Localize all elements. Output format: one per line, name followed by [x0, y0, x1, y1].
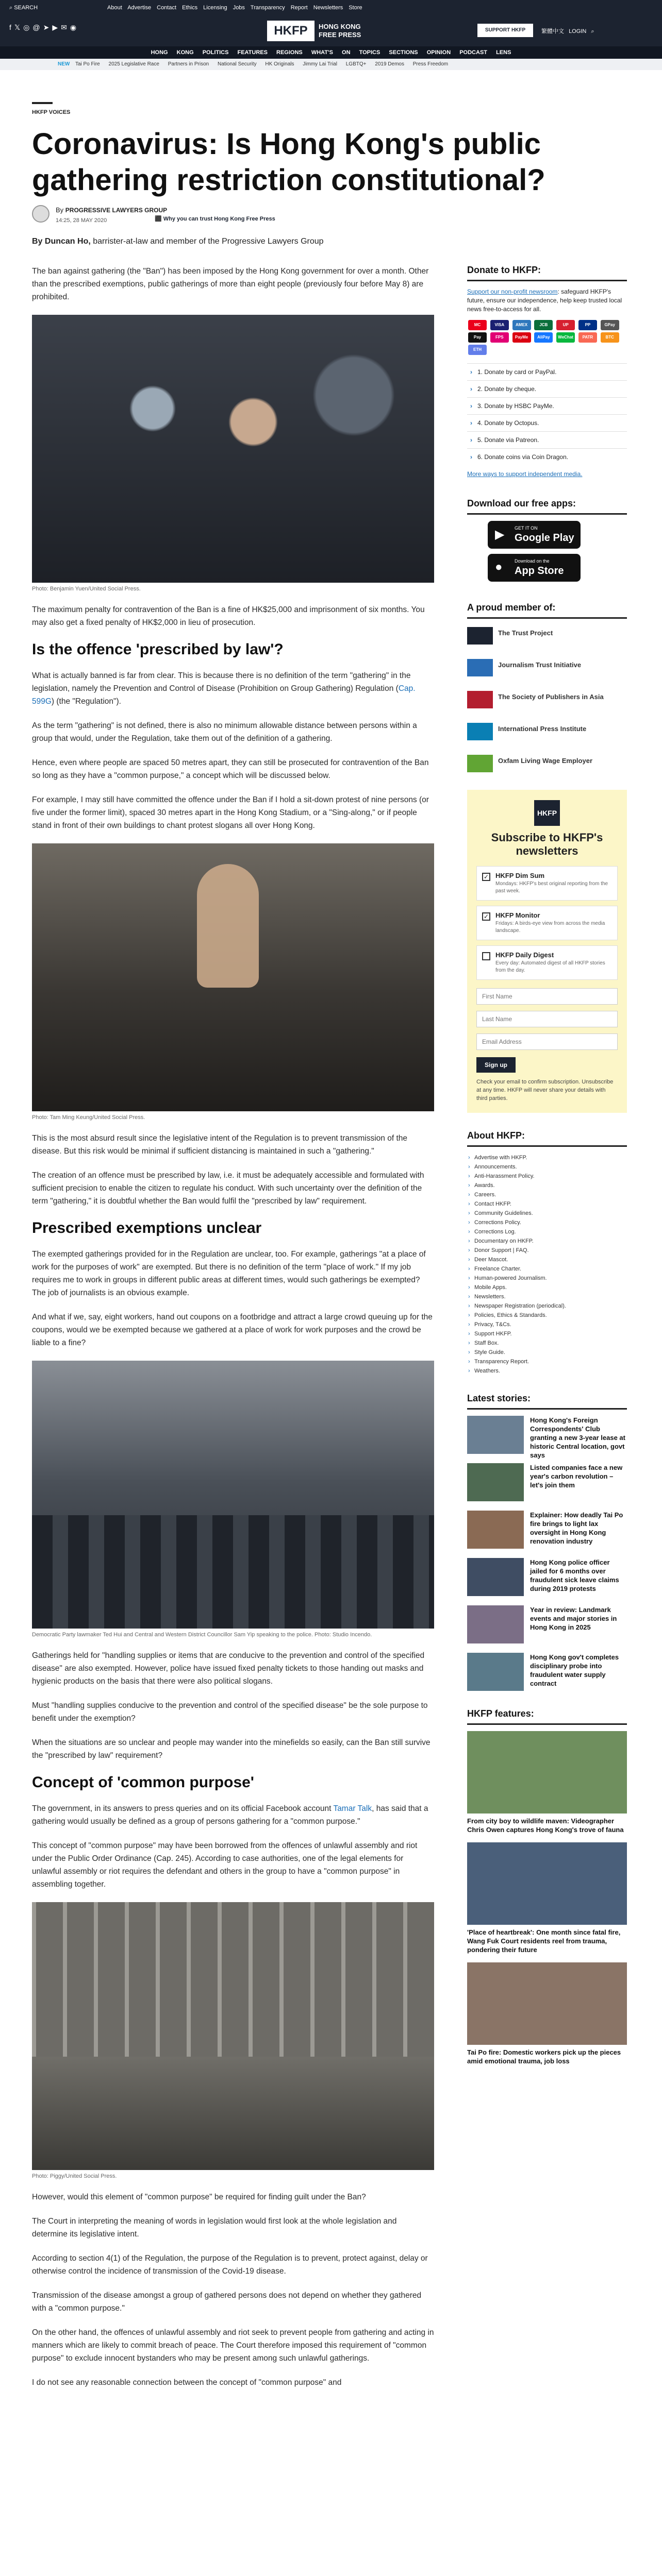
paragraph: According to section 4(1) of the Regulation, the purpose of the Regulation is to prevent, protect against, delay or otherwise control the incidence of transmission of the Covid-19 disease. [32, 2254, 428, 2276]
paragraph: Hence, even where people are spaced 50 metres apart, they can still be prosecuted for contravention of the Ban so long as they have a "common purpose," a concept which will be discussed below. [32, 758, 429, 780]
donate-option[interactable]: › 3. Donate by HSBC PayMe. [467, 397, 627, 414]
text: The government, in its answers to press queries and on its official Facebook account [32, 1804, 334, 1813]
member-name: Journalism Trust Initiative [498, 661, 582, 669]
donate-option[interactable]: › 6. Donate coins via Coin Dragon. [467, 448, 627, 465]
paragraph: The creation of an offence must be prescribed by law, i.e. it must be adequately accessible and formulated with sufficient precision to enable the citizen to regulate his conduct. With such uncertainty over the definition of the term "gathering," it is doubtful whether the Ban would fulfil the "prescribed by law" requirement. [32, 1171, 424, 1206]
member-logo[interactable] [467, 753, 627, 774]
publish-date: 14:25, 28 MAY 2020 [56, 217, 107, 224]
nav-item[interactable]: REGIONS [276, 49, 303, 56]
about-link[interactable]: › Human-powered Journalism. [467, 1274, 627, 1283]
story-thumbnail [467, 1416, 524, 1454]
section-heading: Is the offence 'prescribed by law'? [32, 641, 284, 658]
article-body [32, 265, 434, 2400]
util-link[interactable]: Ethics [182, 5, 198, 11]
language-link[interactable]: 繁體中文 [541, 28, 564, 35]
donate-option[interactable]: › 2. Donate by cheque. [467, 380, 627, 397]
member-logo[interactable] [467, 689, 627, 710]
latest-heading: Latest stories: [467, 1393, 627, 1410]
about-link[interactable]: › Advertise with HKFP. [467, 1153, 627, 1162]
card-icon: FPS [490, 332, 509, 343]
story-thumbnail [467, 1463, 524, 1501]
ipi-icon [467, 723, 493, 740]
hkfp-badge: HKFP [534, 800, 560, 826]
trending-item[interactable]: Press Freedom [412, 61, 449, 67]
about-link[interactable]: › Freelance Charter. [467, 1264, 627, 1274]
trending-item[interactable]: HK Originals [265, 61, 294, 67]
donate-option[interactable]: › 5. Donate via Patreon. [467, 431, 627, 448]
newsletter-checkbox[interactable]: ✓ [482, 873, 490, 881]
latest-story[interactable] [467, 1463, 627, 1503]
card-icon: GPay [601, 320, 619, 330]
photo-press-crowd [32, 1515, 434, 1629]
author-note [32, 237, 434, 246]
nav-item[interactable]: POLITICS [202, 49, 229, 56]
apps-heading: Download our free apps: [467, 498, 627, 515]
paragraph: I do not see any reasonable connection between the concept of "common purpose" and [32, 2378, 342, 2387]
feature-story[interactable] [467, 1731, 627, 1834]
card-icon: BTC [601, 332, 619, 343]
about-link[interactable]: › Transparency Report. [467, 1357, 627, 1366]
util-link[interactable]: Report [290, 5, 308, 11]
util-link[interactable]: Advertise [127, 5, 152, 11]
feature-title: From city boy to wildlife maven: Videographer Chris Owen captures Hong Kong's trove of fauna [467, 1817, 624, 1834]
logo-line-1: HONG KONG [319, 23, 361, 30]
member-logo[interactable] [467, 721, 627, 742]
about-link[interactable]: › Careers. [467, 1190, 627, 1199]
feature-title: Tai Po fire: Domestic workers pick up the pieces amid emotional trauma, job loss [467, 2048, 621, 2065]
logo-mark: HKFP [267, 21, 315, 41]
newsletter-name: HKFP Monitor [495, 911, 540, 919]
paragraph: This concept of "common purpose" may have been borrowed from the offences of unlawful assembly and riot under the Public Order Ordinance (Cap. 245). According to case authorities, one of the legal elements for unlawful assembly or riot requires the defendant and others in the group to have a "common purpose" in assembling together. [32, 1841, 418, 1889]
donate-intro [467, 287, 627, 314]
newsletter-checkbox[interactable] [482, 952, 490, 960]
card-icon: AMEX [512, 320, 531, 330]
trust-label: Why you can trust Hong Kong Free Press [163, 216, 275, 222]
main-nav [0, 46, 662, 59]
latest-story[interactable] [467, 1416, 627, 1459]
about-link[interactable]: › Policies, Ethics & Standards. [467, 1311, 627, 1320]
util-link[interactable]: About [107, 5, 122, 11]
logo-text [319, 23, 361, 39]
search-button[interactable]: ⌕ SEARCH [9, 5, 38, 11]
card-icon: AliPay [534, 332, 553, 343]
member-name: Oxfam Living Wage Employer [498, 757, 593, 765]
telegram-icon[interactable]: ➤ [43, 23, 53, 31]
about-link[interactable]: › Style Guide. [467, 1348, 627, 1357]
kicker-rule [32, 102, 53, 104]
util-link[interactable]: Jobs [233, 5, 245, 11]
about-link[interactable]: › Donor Support | FAQ. [467, 1246, 627, 1255]
about-link[interactable]: › Awards. [467, 1181, 627, 1190]
newsletter-signup [467, 790, 627, 1113]
story-title: Hong Kong police officer jailed for 6 months over fraudulent sick leave claims during 2019 protests [530, 1558, 619, 1592]
nav-item[interactable]: TOPICS [359, 49, 380, 56]
paragraph: The Court in interpreting the meaning of words in legislation would first look at the whole legislation and determine its legislative intent. [32, 2217, 397, 2239]
newsletter-checkbox[interactable]: ✓ [482, 912, 490, 921]
gp-big: Google Play [515, 532, 574, 544]
trending-item[interactable]: Jimmy Lai Trial [303, 61, 337, 67]
google-play-button[interactable] [488, 521, 581, 549]
inline-link[interactable]: Cap. 599G [32, 684, 416, 706]
story-title: Hong Kong's Foreign Correspondents' Club granting a new 3-year lease at historic Central location, govt says [530, 1416, 625, 1459]
photo-caption: Photo: Benjamin Yuen/United Social Press. [32, 586, 141, 592]
trending-item[interactable]: National Security [217, 61, 257, 67]
paragraph: On the other hand, the offences of unlawful assembly and riot seek to prevent people from gathering and acting in manners which are likely to commit breach of peace. The Court therefore imposed this requirement of "common purpose" to exclude innocent bystanders who may be present among such unlawful gatherings. [32, 2328, 434, 2363]
threads-icon[interactable]: @ [32, 23, 43, 31]
about-link[interactable]: › Corrections Policy. [467, 1218, 627, 1227]
newsletter-desc: Every day: Automated digest of all HKFP stories from the day. [495, 960, 605, 973]
x-icon[interactable]: 𝕏 [14, 23, 24, 31]
last-name-input[interactable] [476, 1011, 618, 1027]
donate-intro-link[interactable]: Support our non-profit newsroom [467, 288, 558, 295]
email-input[interactable] [476, 1033, 618, 1050]
text: ) (the "Regulation"). [51, 697, 121, 706]
app-store-button[interactable] [488, 554, 581, 582]
photo-riot-police [32, 315, 434, 583]
member-logo[interactable] [467, 625, 627, 647]
gp-small: GET IT ON [515, 526, 538, 531]
about-link[interactable]: › Privacy, T&Cs. [467, 1320, 627, 1329]
util-link[interactable]: Contact [157, 5, 177, 11]
newsletter-desc: Fridays: A birds-eye view from across the media landscape. [495, 921, 605, 934]
donate-intro-text: : safeguard HKFP's future, ensure our independence, help keep trusted local news free-to-access for all. [467, 288, 622, 313]
support-button[interactable]: SUPPORT HKFP [477, 24, 533, 37]
paragraph: The exempted gatherings provided for in the Regulation are unclear, too. For example, gatherings "at a place of work for the purposes of work" are exempted. But there is no definition of the term "place of work." If my job requires me to work in groups in different public areas at different times, would such gatherings be exempted? The job of journalists is an obvious example. [32, 1250, 426, 1297]
trending-label: NEW [58, 61, 70, 67]
paragraph: When the situations are so unclear and people may wander into the minefields so easily, can the Ban still survive the "prescribed by law" requirement? [32, 1738, 431, 1760]
about-link[interactable]: › Anti-Harassment Policy. [467, 1172, 627, 1181]
feature-image [467, 1842, 627, 1925]
article-photo[interactable] [32, 843, 434, 1111]
member-name: The Trust Project [498, 629, 553, 637]
signup-button[interactable]: Sign up [476, 1057, 516, 1073]
nav-item[interactable]: PODCAST [459, 49, 487, 56]
about-link[interactable]: › Support HKFP. [467, 1329, 627, 1338]
donate-options [467, 363, 627, 465]
trending-item[interactable]: 2019 Demos [375, 61, 404, 67]
paragraph: Gatherings held for "handling supplies or items that are conducive to the prevention and control of the specified disease" are also exempted. However, police have issued fixed penalty tickets to those handing out masks and hygienic products on the basis that there were also political slogans. [32, 1651, 425, 1686]
article-kicker[interactable]: HKFP VOICES [32, 109, 71, 115]
paragraph: Transmission of the disease amongst a group of gathered persons does not depend on whether they gathered with a "common purpose." [32, 2291, 422, 2313]
about-link[interactable]: › Newsletters. [467, 1292, 627, 1301]
feature-image [467, 1731, 627, 1814]
card-icon: VISA [490, 320, 509, 330]
jti-icon [467, 659, 493, 676]
more-ways-link[interactable]: More ways to support independent media. [467, 470, 583, 478]
util-link[interactable]: Transparency [250, 5, 285, 11]
byline [32, 204, 393, 227]
feature-story[interactable] [467, 1962, 627, 2065]
byline-prefix: By [56, 206, 64, 214]
paragraph: Must "handling supplies conducive to the prevention and control of the specified disease" be the sole purpose to benefit under the exemption? [32, 1701, 428, 1723]
as-big: App Store [515, 565, 564, 577]
photo-caption: Photo: Piggy/United Social Press. [32, 2173, 117, 2179]
trending-bar [0, 59, 662, 70]
donate-option[interactable]: › 4. Donate by Octopus. [467, 414, 627, 431]
nav-item[interactable]: HONG KONG [151, 49, 194, 56]
feature-story[interactable] [467, 1842, 627, 1954]
newsletter-option[interactable] [476, 866, 618, 901]
features-heading: HKFP features: [467, 1708, 627, 1725]
nav-item[interactable]: LENS [496, 49, 511, 56]
story-thumbnail [467, 1558, 524, 1596]
util-link[interactable]: Licensing [203, 5, 227, 11]
story-title: Hong Kong gov't completes disciplinary probe into fraudulent water supply contract [530, 1653, 619, 1687]
photo-mall-interior [32, 1902, 434, 2057]
about-link[interactable]: › Corrections Log. [467, 1227, 627, 1236]
about-link[interactable]: › Mobile Apps. [467, 1283, 627, 1292]
instagram-icon[interactable]: ◎ [23, 23, 33, 31]
text: What is actually banned is far from clear. This is because there is no definition of the term "gathering" in the legislation, namely the Prevention and Control of Disease (Prohibition on Group Gathering) Regulation ( [32, 671, 411, 693]
story-thumbnail [467, 1605, 524, 1643]
text: , has said that a gathering would usually be defined as a group of persons gathering for a "common purpose." [32, 1804, 428, 1826]
logo-line-2: FREE PRESS [319, 31, 361, 39]
sidebar [467, 265, 627, 2074]
author-name: By Duncan Ho, [32, 237, 91, 246]
utility-links [107, 5, 362, 11]
latest-story[interactable] [467, 1605, 627, 1646]
feature-image [467, 1962, 627, 2045]
section-heading: Concept of 'common purpose' [32, 1774, 254, 1791]
about-link[interactable]: › Documentary on HKFP. [467, 1236, 627, 1246]
paragraph: However, would this element of "common purpose" be required for finding guilt under the Ban? [32, 2193, 366, 2201]
card-icon: Pay [468, 332, 487, 343]
search-icon[interactable]: ⌕ [591, 28, 594, 35]
util-link[interactable]: Newsletters [313, 5, 343, 11]
member-name: The Society of Publishers in Asia [498, 693, 604, 701]
paragraph: The ban against gathering (the "Ban") has been imposed by the Hong Kong government for over a month. Other than the prescribed exemptions, public gatherings of more than eight people (previously four before May 8) are prohibited. [32, 267, 429, 301]
trending-item[interactable]: 2025 Legislative Race [108, 61, 159, 67]
story-title: Year in review: Landmark events and major stories in Hong Kong in 2025 [530, 1606, 617, 1631]
about-link[interactable]: › Community Guidelines. [467, 1209, 627, 1218]
util-link[interactable]: Store [349, 5, 362, 11]
trending-item[interactable]: LGBTQ+ [345, 61, 367, 67]
feature-title: 'Place of heartbreak': One month since fatal fire, Wang Fuk Court residents reel from trauma, pondering their future [467, 1928, 621, 1954]
sopa-icon [467, 691, 493, 708]
paragraph: As the term "gathering" is not defined, there is also no minimum allowable distance between persons within a group that would, under the Regulation, take them out of the definition of a gathering. [32, 721, 417, 743]
card-icon: PP [578, 320, 597, 330]
about-link[interactable]: › Announcements. [467, 1162, 627, 1172]
trending-item[interactable]: Partners in Prison [168, 61, 209, 67]
paragraph: And what if we, say, eight workers, hand out coupons on a footbridge and attract a large crowd queuing up for the coupons, would we be exempted because we gathered at a place of work for work purposes and the crowd be liable to a fine? [32, 1313, 433, 1347]
trust-icon: ⬛ [155, 216, 162, 222]
oxfam-icon [467, 755, 493, 772]
photo-caption: Photo: Tam Ming Keung/United Social Press. [32, 1114, 145, 1121]
about-link[interactable]: › Deer Mascot. [467, 1255, 627, 1264]
site-logo[interactable] [267, 21, 396, 41]
nav-item[interactable]: OPINION [426, 49, 451, 56]
photo-caption: Democratic Party lawmaker Ted Hui and Central and Western District Councillor Sam Yip speaking to the police. Photo: Studio Incendo. [32, 1632, 372, 1638]
paragraph: The maximum penalty for contravention of the Ban is a fine of HK$25,000 and imprisonment of six months. You may also get a fixed penalty of HK$2,000 in lieu of prosecution. [32, 605, 425, 627]
utility-bar [0, 0, 662, 15]
paragraph: This is the most absurd result since the legislative intent of the Regulation is to prevent transmission of the disease. But this risk would be minimal if sufficient distancing is maintained in such a "gathering." [32, 1134, 408, 1156]
member-name: International Press Institute [498, 725, 587, 733]
author-link[interactable]: PROGRESSIVE LAWYERS GROUP [65, 207, 168, 214]
about-link[interactable]: › Weathers. [467, 1366, 627, 1376]
social-icons [9, 23, 79, 32]
about-links [467, 1153, 627, 1376]
about-link[interactable]: › Staff Box. [467, 1338, 627, 1348]
section-heading: Prescribed exemptions unclear [32, 1219, 262, 1236]
mail-icon[interactable]: ✉ [61, 23, 70, 31]
paragraph [32, 1802, 434, 1828]
photo-raised-hand [197, 864, 259, 988]
newsletter-desc: Mondays: HKFP's best original reporting from the past week. [495, 881, 608, 894]
signup-fine-print: Check your email to confirm subscription. Unsubscribe at any time. HKFP will never share your details with third parties. [476, 1079, 614, 1101]
members-heading: A proud member of: [467, 602, 627, 619]
article-photo[interactable] [32, 1902, 434, 2170]
card-icon: UP [556, 320, 575, 330]
newsletter-option[interactable] [476, 906, 618, 940]
about-link[interactable]: › Newspaper Registration (periodical). [467, 1301, 627, 1311]
story-title: Listed companies face a new year's carbon revolution – let's join them [530, 1464, 623, 1489]
card-icon: PayMe [512, 332, 531, 343]
trending-item[interactable]: Tai Po Fire [75, 61, 100, 67]
paragraph: For example, I may still have committed the offence under the Ban if I hold a sit-down protest of nine persons (or five under the former limit), spaced 30 metres apart in the Hong Kong Stadium, or a "Sing-along," or if people stand in front of their own buildings to chant protest slogans all over Hong Kong. [32, 795, 429, 830]
login-link[interactable]: LOGIN [569, 28, 587, 35]
card-icon: JCB [534, 320, 553, 330]
search-label: SEARCH [14, 5, 38, 11]
byline-author [56, 206, 167, 214]
about-heading: About HKFP: [467, 1130, 627, 1147]
card-icon: ETH [468, 345, 487, 355]
payment-methods [467, 319, 627, 356]
story-title: Explainer: How deadly Tai Po fire brings to light lax oversight in Hong Kong renovation industry [530, 1511, 623, 1545]
rss-icon[interactable]: ◉ [70, 23, 80, 31]
paragraph [32, 669, 434, 708]
nav-item[interactable]: SECTIONS [389, 49, 418, 56]
subscribe-heading: Subscribe to HKFP's newsletters [491, 831, 603, 857]
apple-icon: ● [495, 560, 503, 574]
first-name-input[interactable] [476, 988, 618, 1005]
trust-link[interactable] [155, 215, 275, 222]
header-right-links [541, 27, 594, 35]
about-link[interactable]: › Contact HKFP. [467, 1199, 627, 1209]
newsletter-name: HKFP Daily Digest [495, 951, 554, 959]
article-title: Coronavirus: Is Hong Kong's public gathering restriction constitutional? [32, 127, 545, 197]
article-photo[interactable] [32, 1361, 434, 1629]
youtube-icon[interactable]: ▶ [52, 23, 61, 31]
story-thumbnail [467, 1511, 524, 1549]
newsletter-option[interactable] [476, 945, 618, 980]
author-avatar [32, 205, 49, 223]
trust-project-icon [467, 627, 493, 645]
nav-item[interactable]: FEATURES [237, 49, 268, 56]
inline-link[interactable]: Tamar Talk [333, 1804, 372, 1813]
story-thumbnail [467, 1653, 524, 1691]
facebook-icon[interactable]: f [9, 23, 14, 31]
article-photo[interactable] [32, 315, 434, 583]
play-icon: ▶ [495, 528, 505, 541]
card-icon: MC [468, 320, 487, 330]
member-logo[interactable] [467, 657, 627, 679]
newsletter-name: HKFP Dim Sum [495, 872, 545, 879]
donate-heading: Donate to HKFP: [467, 265, 627, 281]
card-icon: PATR [578, 332, 597, 343]
as-small: Download on the [515, 558, 550, 564]
top-header [0, 0, 662, 46]
latest-story[interactable] [467, 1558, 627, 1598]
donate-option[interactable]: › 1. Donate by card or PayPal. [467, 363, 627, 380]
nav-item[interactable]: WHAT'S ON [311, 49, 351, 56]
latest-story[interactable] [467, 1653, 627, 1693]
latest-story[interactable] [467, 1511, 627, 1551]
author-role: barrister-at-law and member of the Progressive Lawyers Group [90, 237, 324, 246]
card-icon: WeChat [556, 332, 575, 343]
